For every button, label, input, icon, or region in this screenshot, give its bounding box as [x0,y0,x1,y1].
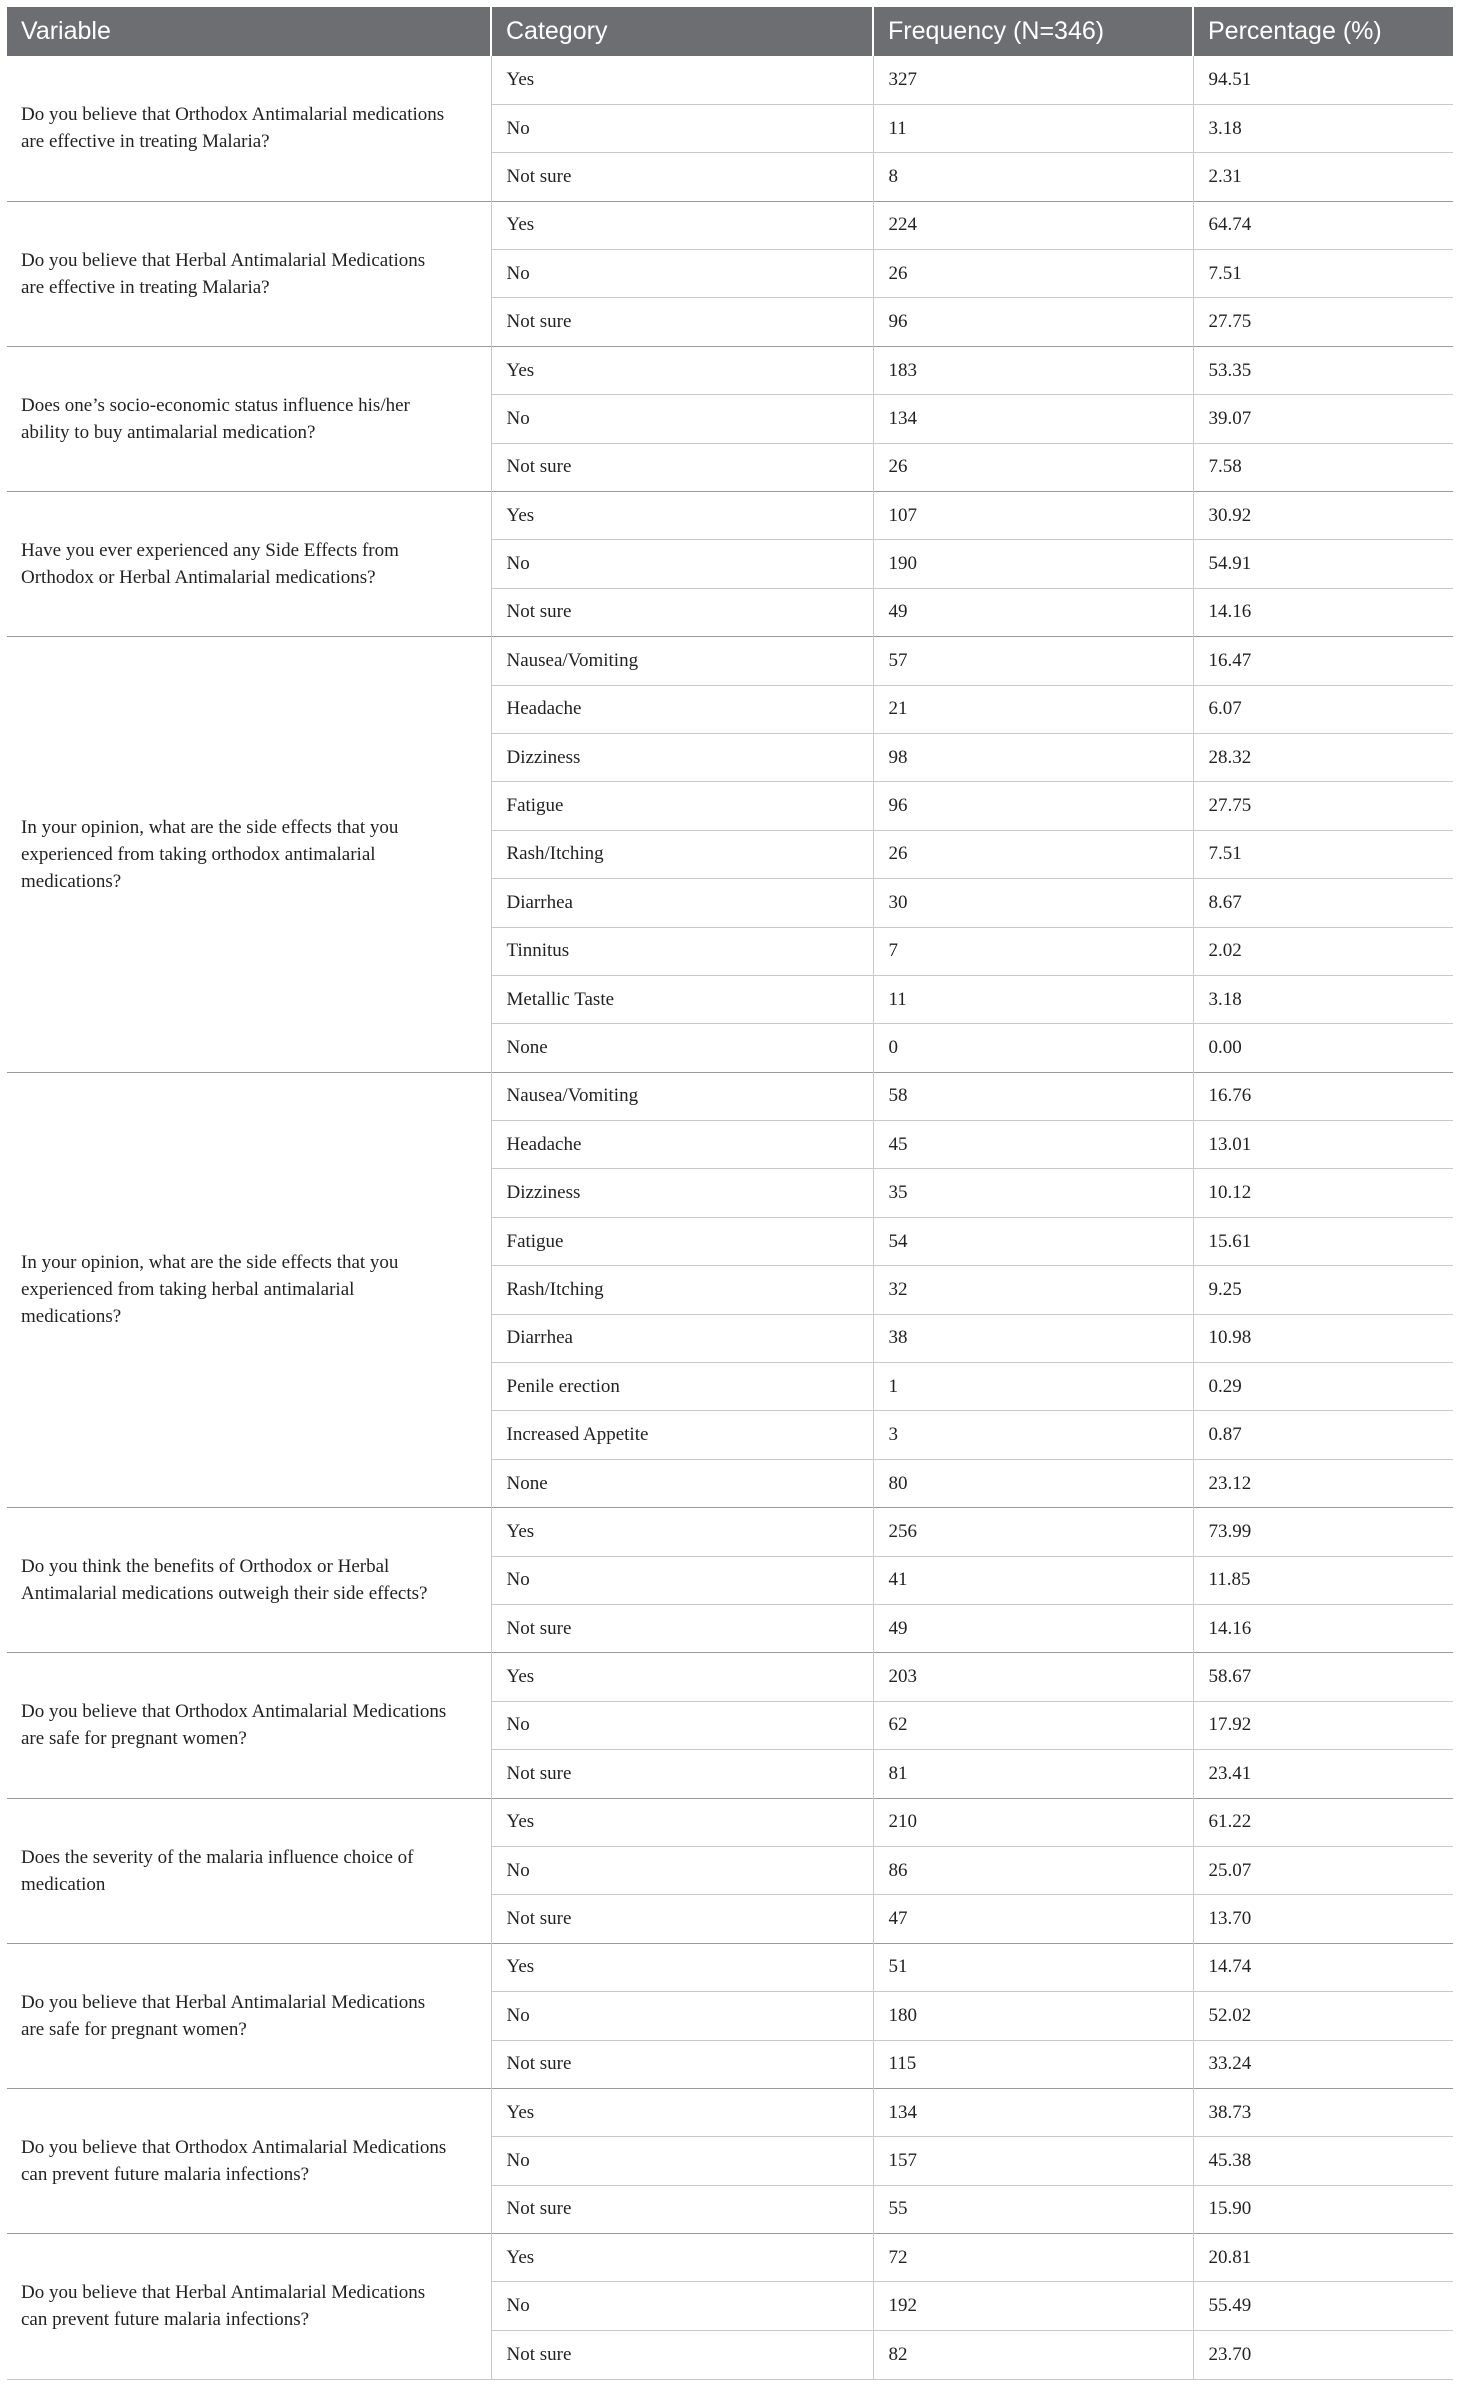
frequency-cell: 26 [873,250,1193,298]
frequency-cell: 327 [873,56,1193,104]
percentage-cell: 2.31 [1193,153,1453,201]
frequency-cell: 58 [873,1072,1193,1120]
category-cell: Rash/Itching [491,830,873,878]
category-cell: Not sure [491,2185,873,2233]
category-cell: Not sure [491,1605,873,1653]
category-cell: Not sure [491,588,873,636]
frequency-cell: 3 [873,1411,1193,1459]
category-cell: None [491,1459,873,1507]
category-cell: Increased Appetite [491,1411,873,1459]
percentage-cell: 39.07 [1193,395,1453,443]
percentage-cell: 17.92 [1193,1701,1453,1749]
variable-cell: Have you ever experienced any Side Effects from Orthodox or Herbal Antimalarial medications? [7,492,491,637]
frequency-cell: 45 [873,1121,1193,1169]
percentage-cell: 0.29 [1193,1363,1453,1411]
percentage-cell: 64.74 [1193,201,1453,249]
percentage-cell: 53.35 [1193,346,1453,394]
category-cell: Diarrhea [491,879,873,927]
frequency-cell: 98 [873,733,1193,781]
category-cell: Dizziness [491,733,873,781]
frequency-cell: 38 [873,1314,1193,1362]
frequency-cell: 54 [873,1217,1193,1265]
category-cell: None [491,1024,873,1072]
category-cell: Yes [491,1508,873,1556]
frequency-cell: 183 [873,346,1193,394]
frequency-cell: 107 [873,492,1193,540]
frequency-cell: 134 [873,395,1193,443]
table-row [7,1508,1453,1556]
frequency-cell: 210 [873,1798,1193,1846]
percentage-cell: 7.58 [1193,443,1453,491]
variable-cell: Does one’s socio-economic status influence his/her ability to buy antimalarial medication? [7,346,491,491]
frequency-cell: 47 [873,1895,1193,1943]
percentage-cell: 27.75 [1193,782,1453,830]
variable-cell: Do you think the benefits of Orthodox or Herbal Antimalarial medications outweigh their side effects? [7,1508,491,1653]
frequency-cell: 1 [873,1363,1193,1411]
percentage-cell: 16.76 [1193,1072,1453,1120]
category-cell: No [491,2282,873,2330]
frequency-cell: 57 [873,637,1193,685]
percentage-cell: 52.02 [1193,1992,1453,2040]
frequency-cell: 21 [873,685,1193,733]
percentage-cell: 11.85 [1193,1556,1453,1604]
frequency-cell: 49 [873,588,1193,636]
table-row [7,56,1453,104]
percentage-cell: 33.24 [1193,2040,1453,2088]
category-cell: Rash/Itching [491,1266,873,1314]
percentage-cell: 9.25 [1193,1266,1453,1314]
category-cell: Nausea/Vomiting [491,1072,873,1120]
category-cell: Fatigue [491,1217,873,1265]
frequency-cell: 180 [873,1992,1193,2040]
frequency-cell: 157 [873,2137,1193,2185]
table-row [7,492,1453,540]
percentage-cell: 3.18 [1193,975,1453,1023]
frequency-cell: 256 [873,1508,1193,1556]
variable-cell: In your opinion, what are the side effects that you experienced from taking herbal antimalarial medications? [7,1072,491,1508]
category-cell: Dizziness [491,1169,873,1217]
frequency-cell: 224 [873,201,1193,249]
category-cell: Nausea/Vomiting [491,637,873,685]
frequency-cell: 11 [873,975,1193,1023]
category-cell: Yes [491,2088,873,2136]
table-row [7,1653,1453,1701]
percentage-cell: 3.18 [1193,104,1453,152]
percentage-cell: 16.47 [1193,637,1453,685]
percentage-cell: 73.99 [1193,1508,1453,1556]
frequency-cell: 82 [873,2330,1193,2378]
frequency-cell: 32 [873,1266,1193,1314]
frequency-cell: 55 [873,2185,1193,2233]
frequency-cell: 51 [873,1943,1193,1991]
percentage-cell: 13.70 [1193,1895,1453,1943]
category-cell: Yes [491,346,873,394]
percentage-cell: 14.16 [1193,588,1453,636]
percentage-cell: 23.41 [1193,1750,1453,1798]
table-header [7,7,1453,56]
category-cell: No [491,250,873,298]
survey-results-table [7,7,1453,2379]
category-cell: Yes [491,492,873,540]
category-cell: Headache [491,1121,873,1169]
category-cell: No [491,1846,873,1894]
frequency-cell: 30 [873,879,1193,927]
category-cell: Yes [491,56,873,104]
percentage-cell: 15.90 [1193,2185,1453,2233]
frequency-cell: 96 [873,298,1193,346]
variable-cell: Do you believe that Orthodox Antimalarial Medications are safe for pregnant women? [7,1653,491,1798]
category-cell: No [491,395,873,443]
category-cell: Not sure [491,2040,873,2088]
table-row [7,346,1453,394]
percentage-cell: 30.92 [1193,492,1453,540]
table-row [7,2088,1453,2136]
category-cell: Not sure [491,1895,873,1943]
variable-cell: Does the severity of the malaria influence choice of medication [7,1798,491,1943]
category-cell: Not sure [491,443,873,491]
variable-cell: Do you believe that Herbal Antimalarial Medications are effective in treating Malaria? [7,201,491,346]
percentage-cell: 2.02 [1193,927,1453,975]
category-cell: No [491,540,873,588]
percentage-cell: 0.00 [1193,1024,1453,1072]
category-cell: Yes [491,2234,873,2282]
header-percentage: Percentage (%) [1193,7,1453,56]
frequency-cell: 35 [873,1169,1193,1217]
percentage-cell: 94.51 [1208,68,1252,90]
table-row [7,1072,1453,1120]
category-cell: No [491,1701,873,1749]
percentage-cell: 54.91 [1193,540,1453,588]
category-cell: Yes [491,1798,873,1846]
category-cell: Tinnitus [491,927,873,975]
frequency-cell: 96 [873,782,1193,830]
percentage-cell: 7.51 [1193,250,1453,298]
frequency-cell: 26 [873,443,1193,491]
frequency-cell: 72 [873,2234,1193,2282]
frequency-cell: 26 [873,830,1193,878]
frequency-cell: 134 [873,2088,1193,2136]
frequency-cell: 0 [873,1024,1193,1072]
frequency-cell: 41 [873,1556,1193,1604]
variable-cell: Do you believe that Herbal Antimalarial Medications can prevent future malaria infections? [7,2234,491,2379]
category-cell: Diarrhea [491,1314,873,1362]
frequency-cell: 81 [873,1750,1193,1798]
frequency-cell: 203 [873,1653,1193,1701]
frequency-cell: 49 [873,1605,1193,1653]
category-cell: No [491,104,873,152]
category-cell: Penile erection [491,1363,873,1411]
category-cell: Metallic Taste [491,975,873,1023]
percentage-cell: 14.16 [1193,1605,1453,1653]
table-row [7,1943,1453,1991]
category-cell: Yes [491,201,873,249]
table-row [7,201,1453,249]
percentage-cell: 10.12 [1193,1169,1453,1217]
category-cell: Not sure [491,1750,873,1798]
frequency-cell: 11 [873,104,1193,152]
category-cell: Headache [491,685,873,733]
frequency-cell: 7 [873,927,1193,975]
percentage-cell: 15.61 [1193,1217,1453,1265]
percentage-cell: 10.98 [1193,1314,1453,1362]
header-frequency: Frequency (N=346) [873,7,1193,56]
frequency-cell: 62 [873,1701,1193,1749]
frequency-cell: 190 [873,540,1193,588]
percentage-cell: 14.74 [1193,1943,1453,1991]
frequency-cell: 192 [873,2282,1193,2330]
category-cell: Fatigue [491,782,873,830]
category-cell: No [491,2137,873,2185]
category-cell: No [491,1556,873,1604]
category-cell: Yes [491,1653,873,1701]
header-row [7,7,1453,56]
category-cell: Not sure [491,298,873,346]
category-cell: Yes [491,1943,873,1991]
percentage-cell: 45.38 [1193,2137,1453,2185]
percentage-cell: 7.51 [1193,830,1453,878]
variable-cell: In your opinion, what are the side effects that you experienced from taking orthodox antimalarial medications? [7,637,491,1073]
variable-cell: Do you believe that Orthodox Antimalarial Medications can prevent future malaria infections? [7,2088,491,2233]
table-row [7,1798,1453,1846]
percentage-cell: 27.75 [1193,298,1453,346]
percentage-cell: 25.07 [1193,1846,1453,1894]
percentage-cell: 28.32 [1193,733,1453,781]
category-cell: No [491,1992,873,2040]
category-cell: Not sure [491,2330,873,2378]
table-container [7,7,1453,2380]
percentage-cell: 58.67 [1193,1653,1453,1701]
table-row [7,2234,1453,2282]
category-cell: Not sure [491,153,873,201]
percentage-cell: 61.22 [1193,1798,1453,1846]
percentage-cell: 38.73 [1193,2088,1453,2136]
header-variable: Variable [7,7,491,56]
table-bottom-rule [7,2379,1453,2380]
percentage-cell: 23.12 [1193,1459,1453,1507]
frequency-cell: 8 [873,153,1193,201]
frequency-cell: 80 [873,1459,1193,1507]
header-category: Category [491,7,873,56]
percentage-cell: 8.67 [1193,879,1453,927]
table-row [7,637,1453,685]
percentage-cell: 55.49 [1193,2282,1453,2330]
percentage-cell: 0.87 [1193,1411,1453,1459]
frequency-cell: 86 [873,1846,1193,1894]
variable-cell: Do you believe that Herbal Antimalarial Medications are safe for pregnant women? [7,1943,491,2088]
percentage-cell: 20.81 [1193,2234,1453,2282]
percentage-cell: 6.07 [1193,685,1453,733]
variable-cell: Do you believe that Orthodox Antimalarial medications are effective in treating Malaria? [7,56,491,201]
percentage-cell: 13.01 [1193,1121,1453,1169]
table-body [7,56,1453,2379]
percentage-cell: 23.70 [1193,2330,1453,2378]
frequency-cell: 115 [873,2040,1193,2088]
